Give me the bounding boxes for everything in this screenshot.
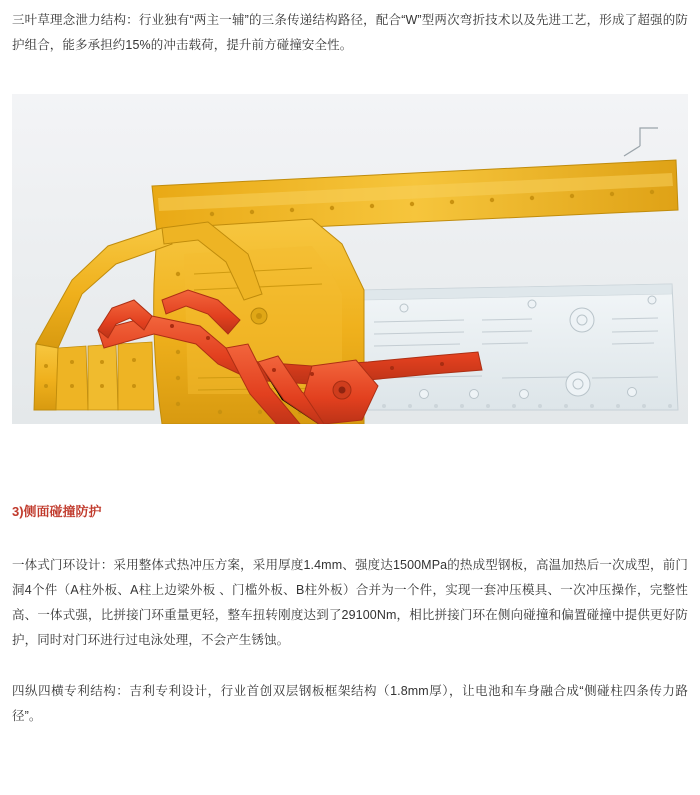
paragraph-intro: 三叶草理念泄力结构：行业独有“两主一辅”的三条传递结构路径，配合“W”型两次弯折技术以及先进工艺，形成了超强的防护组合，能多承担约15%的冲击载荷，提升前方碰撞安全性。 [12,13,688,52]
section-heading-side-impact: 3)侧面碰撞防护 [12,504,102,519]
floor-panel [364,284,678,410]
figure-canvas [12,94,688,424]
paragraph-patent-structure: 四纵四横专利结构：吉利专利设计，行业首创双层钢板框架结构（1.8mm厚），让电池和车身融合成“侧碰柱四条传力路径”。 [12,683,688,723]
paragraph-door-ring: 一体式门环设计：采用整体式热冲压方案，采用厚度1.4mm、强度达1500MPa的热成型钢板，高温加热后一次成型，前门洞4个件（A柱外板、A柱上边梁外板 、门槛外板、B柱外板）合并为一个件，实现一套冲压模具、一次冲压操作，完整性高、一体式强，比拼接门环重量更轻，整车扭转刚度达到了29100Nm，相比拼接门环在侧向碰撞和偏置碰撞中提供更好防护，同时对门环进行过电泳处理，不会产生锈蚀。 [12,557,688,647]
body-structure-illustration [12,94,688,424]
figure-vehicle-body-structure [12,94,688,424]
